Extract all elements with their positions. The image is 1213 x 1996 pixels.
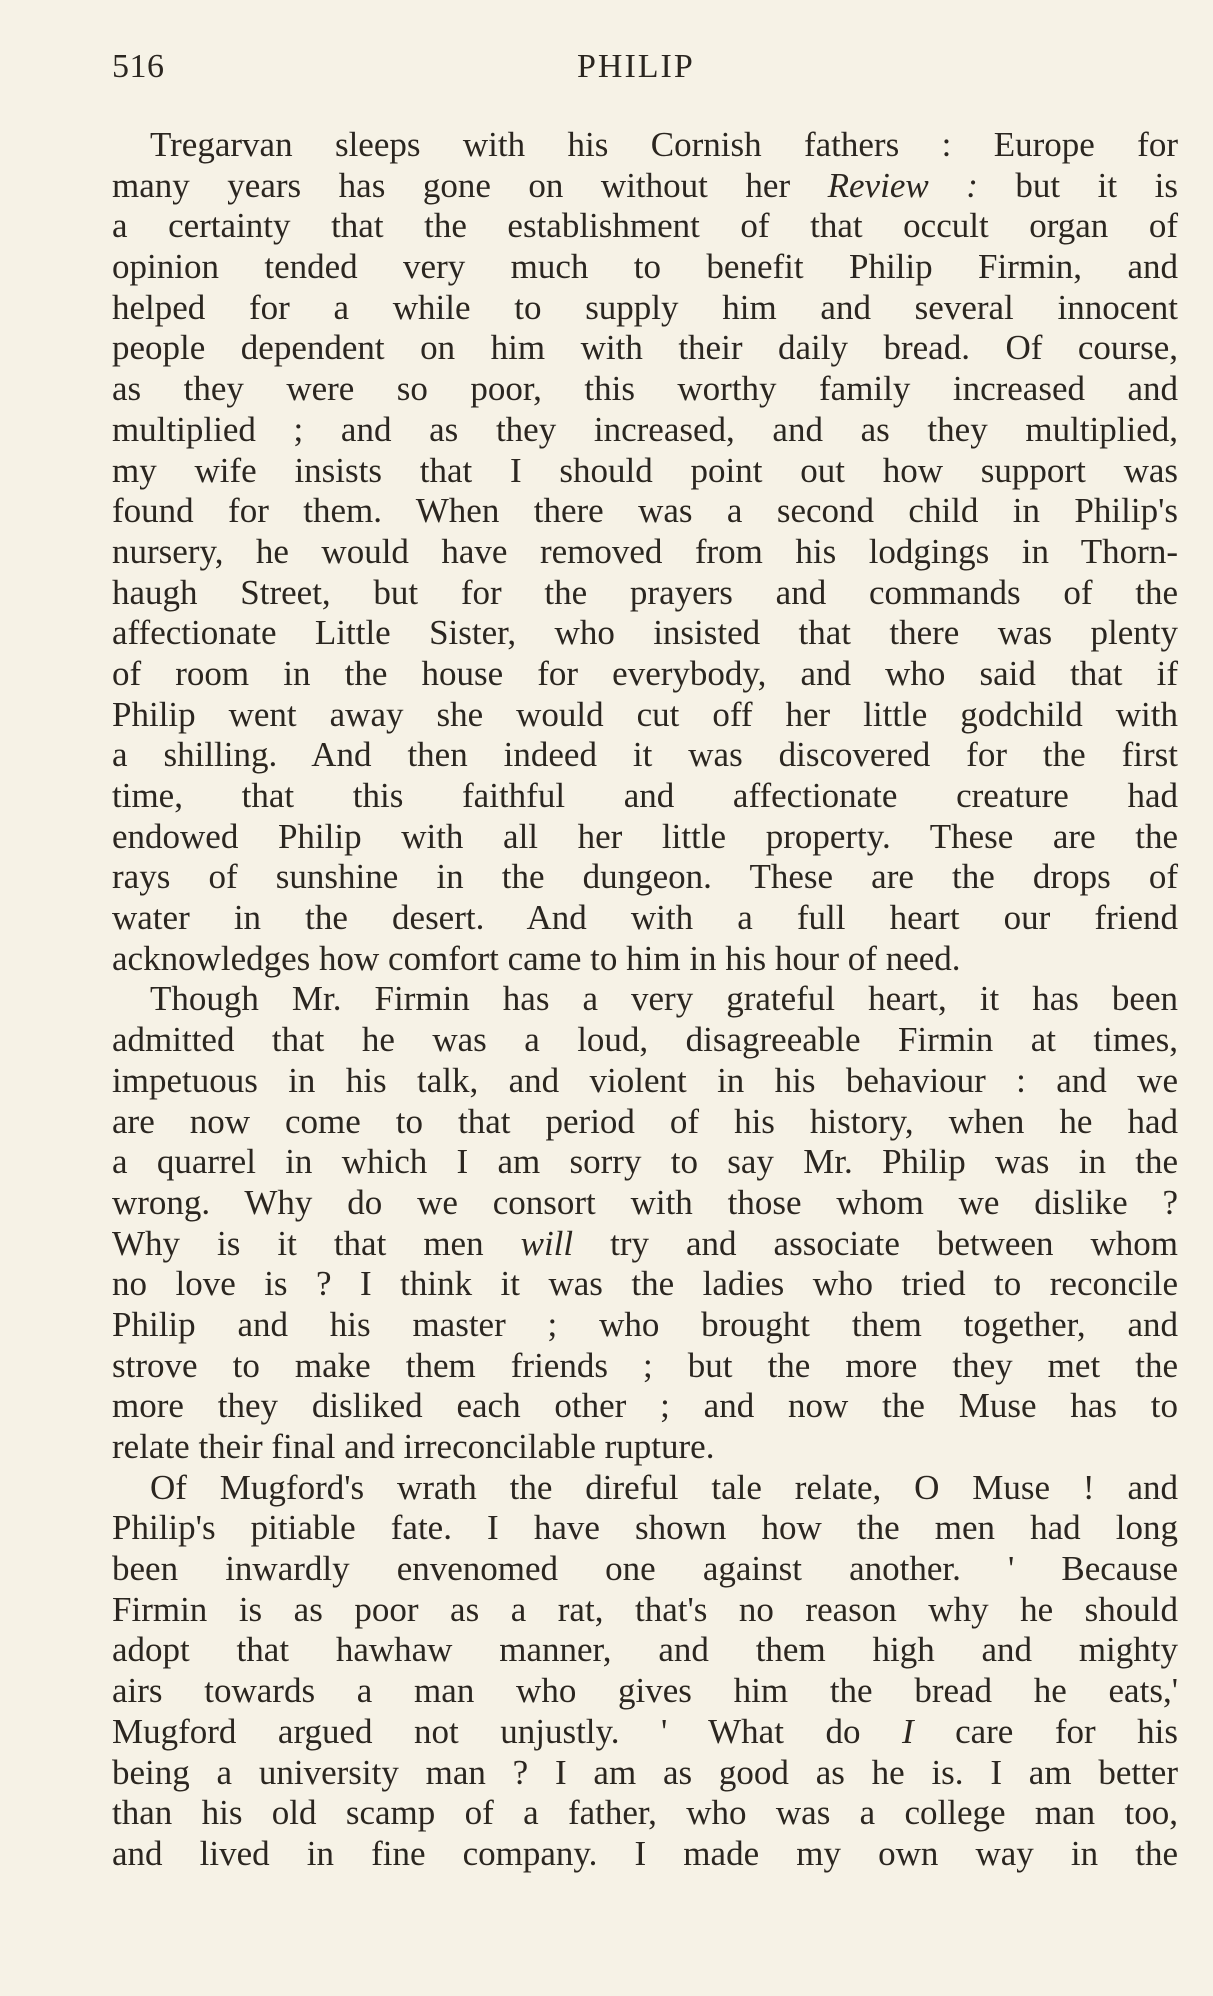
text-segment: try and associate between whom: [573, 1223, 1178, 1263]
text-line: of room in the house for everybody, and who said that if: [112, 653, 1178, 693]
italic-text: I: [901, 1711, 914, 1751]
text-line: more they disliked each other ; and now the Muse has to: [112, 1386, 1178, 1426]
text-line: relate their final and irreconcilable rupture.: [112, 1427, 715, 1466]
text-line: multiplied ; and as they increased, and as they multiplied,: [112, 409, 1178, 449]
text-line: impetuous in his talk, and violent in his behaviour : and we: [112, 1060, 1178, 1100]
text-line: wrong. Why do we consort with those whom we dislike ?: [112, 1182, 1178, 1222]
text-segment: care for his: [913, 1711, 1178, 1751]
text-line: found for them. When there was a second child in Philip's: [112, 491, 1178, 531]
text-line: Of Mugford's wrath the direful tale relate, O Muse ! and: [150, 1467, 1178, 1507]
text-line: adopt that hawhaw manner, and them high and mighty: [112, 1630, 1178, 1670]
text-line: [112, 1224, 1178, 1265]
running-head: [112, 48, 1177, 88]
italic-text: will: [520, 1223, 574, 1263]
text-segment: Mugford argued not unjustly. ' What do: [112, 1711, 902, 1751]
text-line: water in the desert. And with a full heart our friend: [112, 898, 1178, 938]
text-line: affectionate Little Sister, who insisted that there was plenty: [112, 613, 1178, 653]
text-line: endowed Philip with all her little property. These are the: [112, 816, 1178, 856]
text-line: been inwardly envenomed one against another. ' Because: [112, 1549, 1178, 1589]
text-line: Tregarvan sleeps with his Cornish fathers : Europe for: [150, 125, 1178, 164]
text-line: acknowledges how comfort came to him in his hour of need.: [112, 938, 961, 978]
text-line: Philip went away she would cut off her little godchild with: [112, 694, 1178, 734]
text-line: as they were so poor, this worthy family increased and: [112, 369, 1178, 409]
text-line: helped for a while to supply him and several innocent: [112, 287, 1178, 327]
running-title: PHILIP: [577, 48, 695, 85]
text-line: a quarrel in which I am sorry to say Mr. Philip was in the: [112, 1142, 1178, 1182]
text-line: time, that this faithful and affectionate creature had: [112, 776, 1178, 815]
text-line: Philip's pitiable fate. I have shown how the men had long: [112, 1508, 1178, 1548]
text-line: haugh Street, but for the prayers and commands of the: [112, 572, 1178, 612]
text-line: opinion tended very much to benefit Philip Firmin, and: [112, 247, 1178, 287]
text-line: Philip and his master ; who brought them together, and: [112, 1304, 1178, 1344]
italic-text: Review :: [827, 165, 978, 205]
text-line: and lived in fine company. I made my own way in the: [112, 1833, 1178, 1873]
text-line: admitted that he was a loud, disagreeable Firmin at times,: [112, 1020, 1178, 1060]
text-line: no love is ? I think it was the ladies who tried to reconcile: [112, 1264, 1178, 1304]
text-segment: Why is it that men: [112, 1223, 521, 1263]
text-line: a certainty that the establishment of that occult organ of: [112, 206, 1178, 246]
text-line: than his old scamp of a father, who was a college man too,: [112, 1793, 1178, 1833]
text-line: people dependent on him with their daily bread. Of course,: [112, 328, 1178, 368]
text-line: strove to make them friends ; but the more they met the: [112, 1345, 1178, 1385]
text-line: nursery, he would have removed from his lodgings in Thorn-: [112, 531, 1178, 571]
text-segment: many years has gone on without her: [112, 165, 828, 205]
text-line: being a university man ? I am as good as he is. I am better: [112, 1752, 1178, 1792]
text-line: rays of sunshine in the dungeon. These are the drops of: [112, 857, 1178, 897]
text-line: are now come to that period of his history, when he had: [112, 1101, 1178, 1141]
text-line: my wife insists that I should point out how support was: [112, 450, 1178, 490]
text-segment: but it is: [977, 165, 1178, 205]
body-text: [112, 125, 1178, 1875]
text-line: [112, 1712, 1178, 1753]
text-line: [112, 166, 1178, 207]
text-line: Firmin is as poor as a rat, that's no reason why he should: [112, 1589, 1178, 1629]
text-line: airs towards a man who gives him the bread he eats,': [112, 1671, 1178, 1711]
text-line: a shilling. And then indeed it was discovered for the first: [112, 735, 1178, 775]
text-line: Though Mr. Firmin has a very grateful heart, it has been: [150, 979, 1178, 1019]
page-number: 516: [112, 48, 165, 85]
